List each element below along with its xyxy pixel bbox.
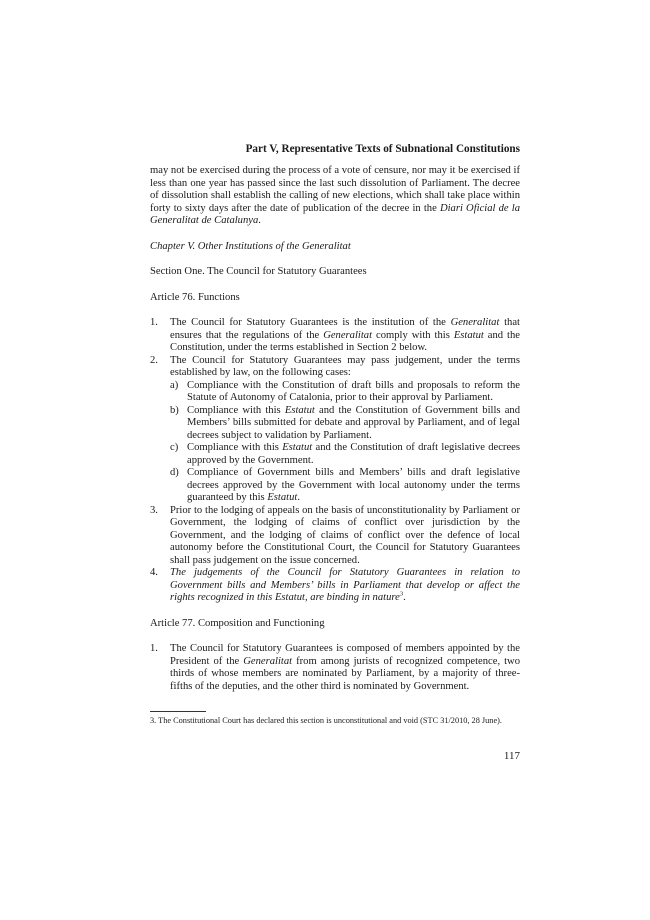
article-76-title: Article 76. Functions xyxy=(150,291,240,303)
list-item: 1. The Council for Statutory Guarantees is composed of members appointed by the President of the Generalitat from among jurists of recognized competence, two thirds of whose members are nominated by Parliament, by a majority of three-fifths of the deputies, and the other third is nominated by Government. xyxy=(150,643,521,692)
body-text xyxy=(150,165,520,693)
page-number: 117 xyxy=(503,750,520,762)
list-item: 1. The Council for Statutory Guarantees is the institution of the Generalitat that ensures that the regulations of the Generalitat comply with this Estatut and the Constitution, under the terms established in Section 2 below. xyxy=(150,317,521,353)
list-item: 2. The Council for Statutory Guarantees may pass judgement, under the terms established by law, on the following cases: a) Compliance with the Constitution of draft bills and proposals to reform the Statute of Autonomy of Catalonia, prior to their approval by Parliament. b) Compliance with this Estatut and the Constitution of Government bills and Members’ bills submitted for debate and approval by Parliament, and of legal decrees subject to validation by Parliament. c) Compliance with this Estatut and the Constitution of draft legislative decrees approved by the Government. d) Compliance of Government bills and Members’ bills and draft legislative decrees approved by the Government with local autonomy under the terms guaranteed by this Estatut. xyxy=(150,354,520,503)
section-heading: Section One. The Council for Statutory Guarantees xyxy=(150,266,367,277)
footnote-ref[interactable]: 3 xyxy=(399,590,404,598)
sub-list xyxy=(170,380,520,505)
running-header: Part V, Representative Texts of Subnational Constitutions xyxy=(245,143,520,155)
list-item: 3. Prior to the lodging of appeals on the basis of unconstitutionality by Parliament or Government, the lodging of claims of conflict over jurisdiction by the Government, and the lodging of claims of conflict over the defence of local autonomy before the Constitutional Court, the Council for Statutory Guarantees shall pass judgement on the issue concerned. xyxy=(150,504,520,566)
sub-list-item: a) Compliance with the Constitution of draft bills and proposals to reform the Statute of Autonomy of Catalonia, prior to their approval by Parliament. xyxy=(170,379,520,403)
list-item: 4. The judgements of the Council for Statutory Guarantees in relation to Government bills and Members’ bills in Parliament that develop or affect the rights recognized in this Estatut, are binding in nature$^3$. xyxy=(150,567,520,603)
footnote-rule xyxy=(150,711,206,712)
intro-paragraph: may not be exercised during the process of a vote of censure, nor may it be exercised if less than one year has passed since the last such dissolution of Parliament. The decree of dissolution shall establish the calling of new elections, which shall take place within forty to sixty days after the date of publication of the decree in the Diari Oficial de la Generalitat de Catalunya. xyxy=(150,165,520,226)
chapter-heading: Chapter V. Other Institutions of the Generalitat xyxy=(150,240,351,252)
sub-list-item: b) Compliance with this Estatut and the Constitution of Government bills and Members’ bills submitted for debate and approval by Parliament, and of legal decrees subject to validation by Parliament. xyxy=(170,404,520,441)
footnote: 3. The Constitutional Court has declared this section is unconstitutional and void (STC 31/2010, 28 June). xyxy=(150,716,502,725)
sub-list-item: d) Compliance of Government bills and Members’ bills and draft legislative decrees approved by the Government with local autonomy under the terms guaranteed by this Estatut. xyxy=(170,467,520,503)
article-77-title: Article 77. Composition and Functioning xyxy=(150,617,325,629)
article-76-list xyxy=(150,317,520,605)
article-77-list xyxy=(150,643,520,693)
sub-list-item: c) Compliance with this Estatut and the Constitution of draft legislative decrees approved by the Government. xyxy=(170,442,520,466)
